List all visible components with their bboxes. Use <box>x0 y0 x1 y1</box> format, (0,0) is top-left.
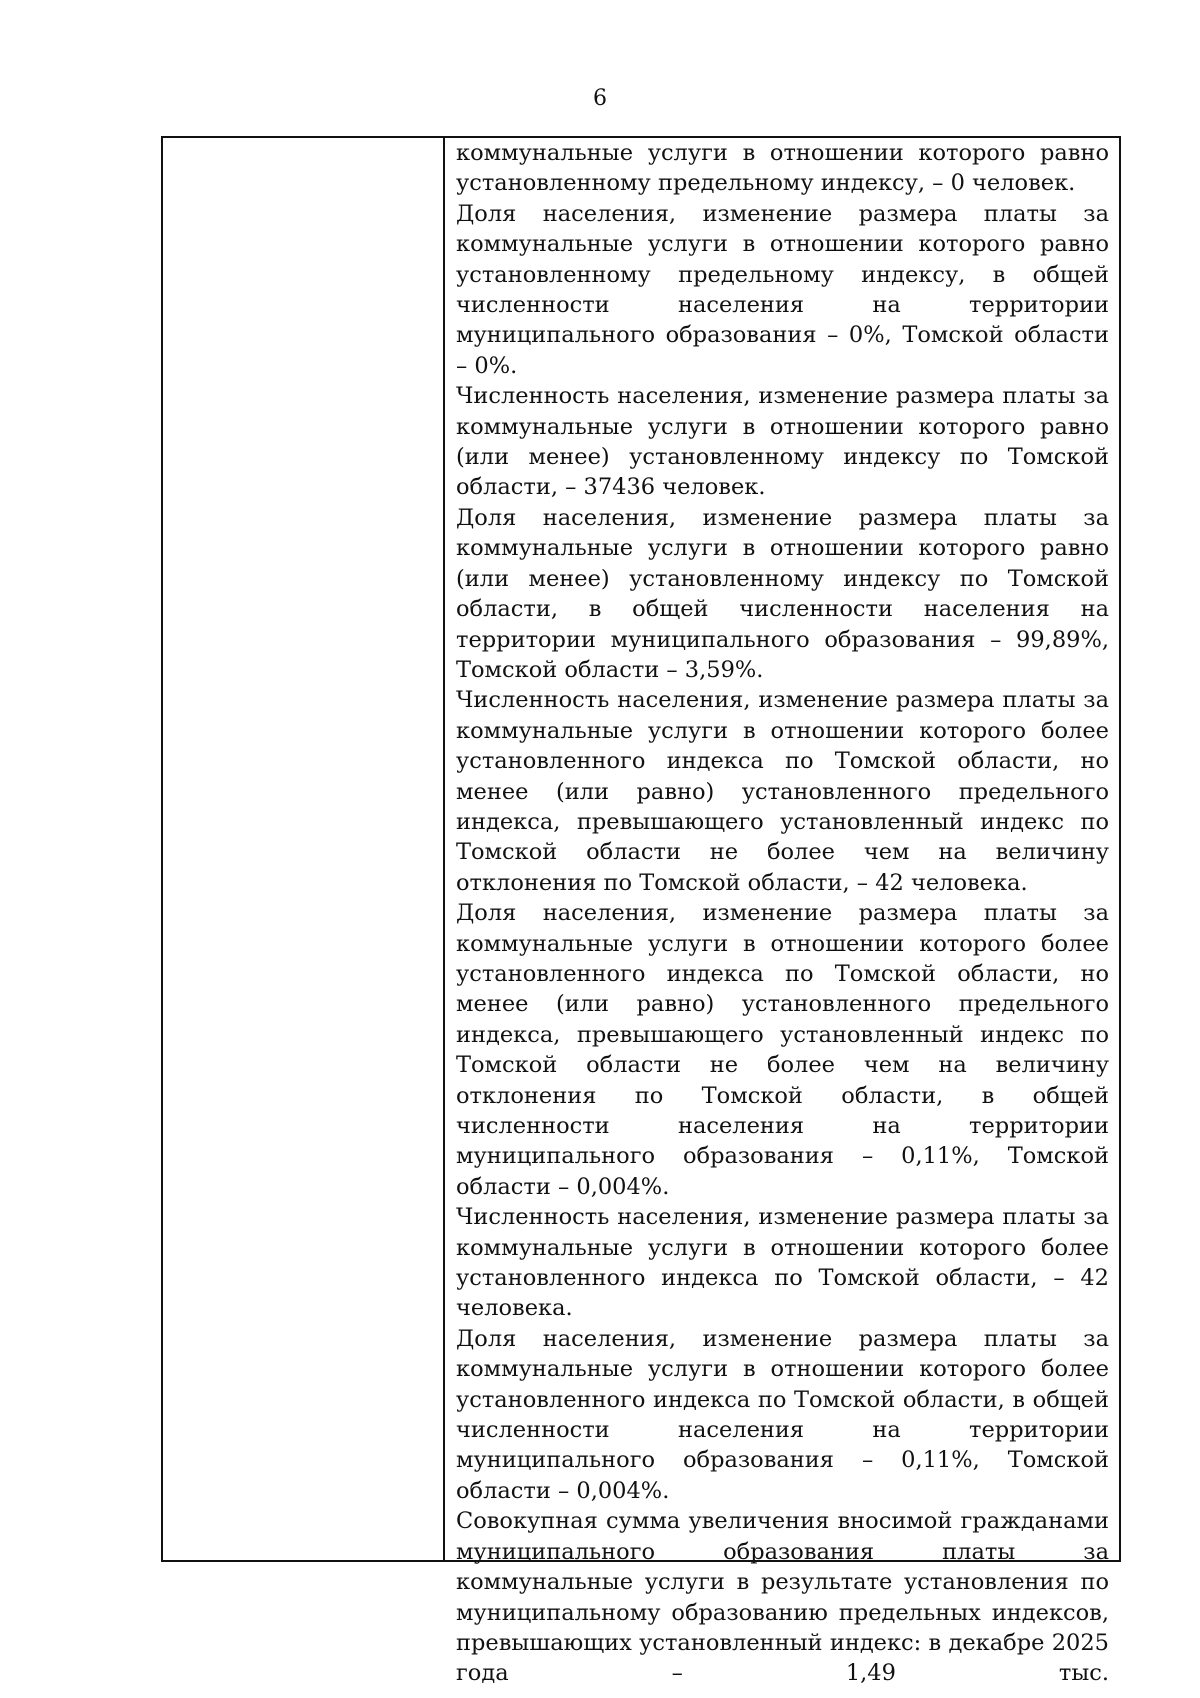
page-number: 6 <box>593 86 607 111</box>
table-right-cell <box>445 138 1119 1687</box>
table-left-cell <box>163 138 445 1560</box>
paragraph-4: Доля населения, изменение размера платы за коммунальные услуги в отношении которого равно (или менее) установленному индексу по Томской области, в общей численности населения на территории муниципального образования – 99,89%, Томской области – 3,59%. <box>456 504 1109 683</box>
paragraph-5: Численность населения, изменение размера платы за коммунальные услуги в отношении которого более установленного индекса по Томской области, но менее (или равно) установленного предельного индекса, превышающего установленный индекс по Томской области не более чем на величину отклонения по Томской области, – 42 человека. <box>456 687 1109 896</box>
paragraph-1: коммунальные услуги в отношении которого равно установленному предельному индексу, – 0 человек. <box>456 140 1109 197</box>
document-table <box>161 136 1121 1687</box>
paragraph-9: Совокупная сумма увеличения вносимой гражданами муниципального образования платы за коммунальные услуги в результате установления по муниципальному образованию предельных индексов, превышающих установленный индекс: в декабре 2025 года – 1,49 тыс. <box>456 1508 1109 1687</box>
paragraph-6: Доля населения, изменение размера платы за коммунальные услуги в отношении которого более установленного индекса по Томской области, но менее (или равно) установленного предельного индекса, превышающего установленный индекс по Томской области не более чем на величину отклонения по Томской области, в общей численности населения на территории муниципального образования – 0,11%, Томской области – 0,004%. <box>456 900 1109 1200</box>
paragraph-7: Численность населения, изменение размера платы за коммунальные услуги в отношении которого более установленного индекса по Томской области, – 42 человека. <box>456 1204 1109 1322</box>
paragraph-3: Численность населения, изменение размера платы за коммунальные услуги в отношении которого равно (или менее) установленному индексу по Томской области, – 37436 человек. <box>456 383 1109 501</box>
paragraph-8: Доля населения, изменение размера платы за коммунальные услуги в отношении которого более установленного индекса по Томской области, в общей численности населения на территории муниципального образования – 0,11%, Томской области – 0,004%. <box>456 1325 1109 1504</box>
paragraph-2: Доля населения, изменение размера платы за коммунальные услуги в отношении которого равно установленному предельному индексу, в общей численности населения на территории муниципального образования – 0%, Томской области – 0%. <box>456 200 1109 379</box>
